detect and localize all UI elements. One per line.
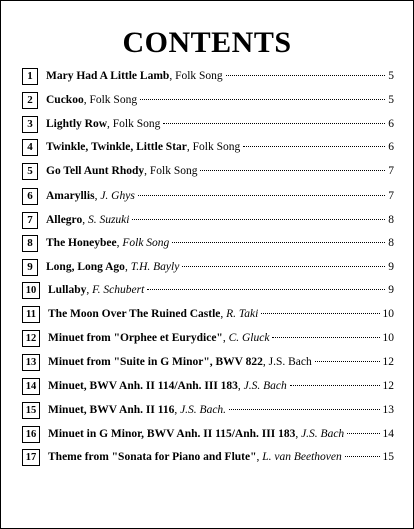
entry-text: [48, 404, 383, 416]
toc-entry[interactable]: [22, 304, 394, 324]
entry-text: [46, 94, 388, 106]
entry-text: [48, 451, 383, 463]
entry-text: [48, 356, 383, 368]
entry-title: Allegro: [46, 214, 83, 226]
dot-leader: [200, 170, 385, 171]
entry-text: [46, 141, 388, 153]
entry-composer: Folk Song: [149, 165, 198, 177]
dot-leader: [147, 289, 385, 290]
entry-text: [46, 237, 388, 249]
entry-page-number: 5: [388, 70, 394, 82]
entry-number-box: 13: [22, 354, 40, 371]
entry-title: Minuet from "Orphee et Eurydice": [48, 332, 223, 344]
entry-title: Minuet in G Minor, BWV Anh. II 115/Anh. III 183: [48, 428, 296, 440]
entry-text: [48, 308, 383, 320]
entry-title: Go Tell Aunt Rhody: [46, 165, 145, 177]
entry-title: The Moon Over The Ruined Castle: [48, 308, 221, 320]
entry-composer: J.S. Bach: [268, 356, 312, 368]
entry-composer: F. Schubert: [92, 284, 145, 296]
entry-separator: ,: [295, 428, 302, 440]
dot-leader: [243, 146, 385, 147]
entry-text: [48, 284, 388, 296]
entry-separator: ,: [94, 190, 101, 202]
toc-entry[interactable]: [22, 257, 394, 277]
entry-title: The Honeybee: [46, 237, 117, 249]
toc-entry[interactable]: [22, 447, 394, 467]
entry-number-box: 10: [22, 282, 40, 299]
entry-title: Minuet from "Suite in G Minor", BWV 822: [48, 356, 263, 368]
entry-separator: ,: [169, 70, 176, 82]
entry-page-number: 7: [388, 165, 394, 177]
entry-page-number: 9: [388, 284, 394, 296]
dot-leader: [172, 242, 385, 243]
entry-separator: ,: [262, 356, 269, 368]
entry-page-number: 14: [382, 428, 394, 440]
toc-entry[interactable]: [22, 233, 394, 253]
dot-leader: [138, 195, 385, 196]
dot-leader: [226, 75, 386, 76]
dot-leader: [290, 385, 380, 386]
entry-page-number: 10: [382, 308, 394, 320]
entry-number-box: 16: [22, 426, 40, 443]
toc-entry[interactable]: [22, 328, 394, 348]
entry-number-box: 15: [22, 402, 40, 419]
entry-number-box: 1: [22, 68, 38, 85]
dot-leader: [182, 266, 385, 267]
dot-leader: [261, 313, 379, 314]
entry-composer: J.S. Bach: [243, 380, 287, 392]
dot-leader: [140, 99, 385, 100]
entry-title: Long, Long Ago: [46, 261, 125, 273]
toc-entry[interactable]: [22, 280, 394, 300]
entry-composer: Folk Song: [112, 118, 161, 130]
entry-number-box: 3: [22, 116, 38, 133]
entry-separator: ,: [107, 118, 113, 130]
entry-title: Lightly Row: [46, 118, 108, 130]
entry-composer: R. Taki: [226, 308, 259, 320]
entry-title: Twinkle, Twinkle, Little Star: [46, 141, 187, 153]
dot-leader: [163, 123, 385, 124]
entry-page-number: 6: [388, 118, 394, 130]
entry-text: [46, 214, 388, 226]
entry-text: [46, 261, 388, 273]
entry-page-number: 10: [382, 332, 394, 344]
entry-page-number: 15: [382, 451, 394, 463]
page-title: CONTENTS: [122, 26, 292, 59]
entry-text: [48, 332, 383, 344]
entry-composer: L. van Beethoven: [262, 451, 342, 463]
entry-number-box: 6: [22, 188, 38, 205]
toc-entry[interactable]: [22, 352, 394, 372]
toc-entry[interactable]: [22, 137, 394, 157]
entry-composer: Folk Song: [89, 94, 138, 106]
entry-composer: Folk Song: [175, 70, 223, 82]
entry-text: [48, 428, 383, 440]
entry-separator: ,: [124, 261, 131, 273]
entry-separator: ,: [237, 380, 244, 392]
entry-text: [48, 380, 383, 392]
toc-entry[interactable]: [22, 424, 394, 444]
entry-composer: Folk Song: [122, 237, 170, 249]
entry-text: [46, 190, 388, 202]
dot-leader: [347, 433, 379, 434]
entry-separator: ,: [186, 141, 193, 153]
toc-entry[interactable]: [22, 90, 394, 110]
entry-number-box: 8: [22, 235, 38, 252]
entry-separator: ,: [86, 284, 93, 296]
dot-leader: [229, 409, 379, 410]
entry-number-box: 11: [22, 306, 40, 323]
entry-separator: ,: [116, 237, 123, 249]
entry-composer: J. Ghys: [100, 190, 135, 202]
entry-number-box: 7: [22, 212, 38, 229]
dot-leader: [345, 456, 380, 457]
entry-text: [46, 70, 388, 82]
entry-title: Minuet, BWV Anh. II 116: [48, 404, 175, 416]
toc-entry[interactable]: [22, 186, 394, 206]
toc-entry[interactable]: [22, 376, 394, 396]
entry-number-box: 12: [22, 330, 40, 347]
entry-page-number: 9: [388, 261, 394, 273]
entry-composer: J.S. Bach: [301, 428, 345, 440]
entry-page-number: 8: [388, 214, 394, 226]
entry-title: Cuckoo: [46, 94, 84, 106]
entry-title: Minuet, BWV Anh. II 114/Anh. III 183: [48, 380, 238, 392]
entry-page-number: 8: [388, 237, 394, 249]
entry-separator: ,: [222, 332, 229, 344]
entry-number-box: 17: [22, 449, 40, 466]
entry-text: [46, 118, 388, 130]
entry-title: Amaryllis: [46, 190, 95, 202]
entry-separator: ,: [256, 451, 263, 463]
entry-title: Mary Had A Little Lamb: [46, 70, 170, 82]
entry-title: Theme from "Sonata for Piano and Flute": [48, 451, 257, 463]
entry-composer: C. Gluck: [228, 332, 270, 344]
entry-page-number: 13: [382, 404, 394, 416]
entry-page-number: 7: [388, 190, 394, 202]
entry-number-box: 2: [22, 92, 38, 109]
dot-leader: [315, 361, 380, 362]
entry-composer: Folk Song: [192, 141, 241, 153]
dot-leader: [132, 219, 385, 220]
toc-entry[interactable]: [22, 114, 394, 134]
dot-leader: [272, 337, 379, 338]
entry-separator: ,: [174, 404, 181, 416]
toc-entry[interactable]: [22, 161, 394, 181]
entry-number-box: 14: [22, 378, 40, 395]
toc-entry[interactable]: [22, 210, 394, 230]
entry-separator: ,: [144, 165, 150, 177]
entry-number-box: 5: [22, 163, 38, 180]
entry-page-number: 6: [388, 141, 394, 153]
entry-separator: ,: [82, 214, 88, 226]
entry-number-box: 4: [22, 139, 38, 156]
entry-composer: S. Suzuki: [87, 214, 130, 226]
entry-page-number: 12: [382, 380, 394, 392]
toc-entry[interactable]: [22, 66, 394, 86]
entry-text: [46, 165, 388, 177]
entry-page-number: 5: [388, 94, 394, 106]
entry-title: Lullaby: [48, 284, 87, 296]
entry-separator: ,: [220, 308, 227, 320]
toc-entry[interactable]: [22, 400, 394, 420]
entry-number-box: 9: [22, 259, 38, 276]
entry-page-number: 12: [382, 356, 394, 368]
entry-composer: T.H. Bayly: [130, 261, 180, 273]
entry-composer: J.S. Bach.: [180, 404, 227, 416]
entry-separator: ,: [83, 94, 90, 106]
